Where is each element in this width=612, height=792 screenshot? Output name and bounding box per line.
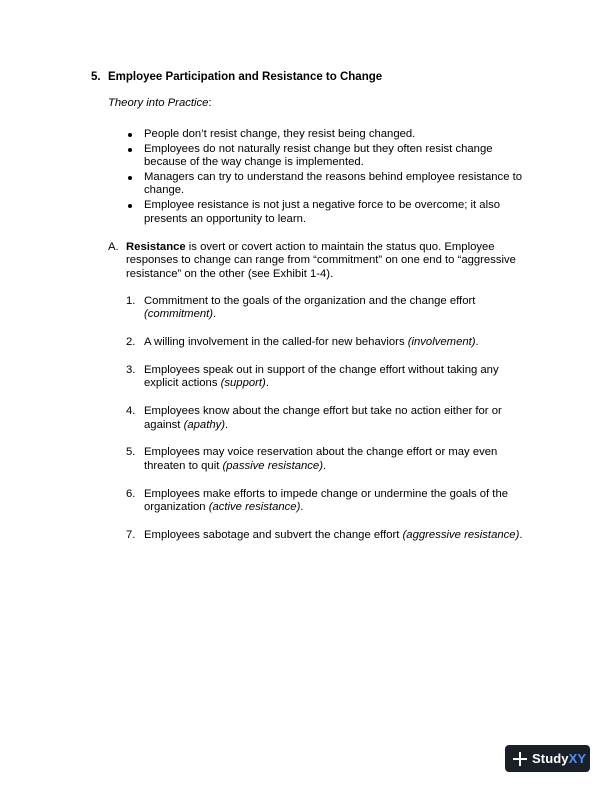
level-label: (commitment) — [144, 308, 214, 321]
level-item — [126, 446, 526, 473]
badge-brand-main: Study — [532, 750, 569, 766]
bullet-text: Employees do not naturally resist change but they often resist change because of the way change is implemented. — [144, 142, 493, 169]
section-a-body — [126, 241, 528, 281]
level-number: 2. — [126, 336, 136, 349]
studyxy-badge[interactable] — [505, 745, 590, 772]
level-number: 6. — [126, 487, 136, 500]
level-label: (apathy) — [183, 418, 226, 431]
level-label: (involvement) — [407, 336, 476, 349]
bullet-dot-icon — [128, 176, 132, 180]
bullet-dot-icon — [128, 204, 132, 208]
badge-brand — [532, 752, 586, 766]
level-number: 4. — [126, 405, 136, 418]
level-item — [126, 295, 526, 322]
level-text: Employees know about the change effort but take no action either for or against — [144, 405, 502, 431]
section-a — [108, 241, 528, 281]
bullet-text: People don’t resist change, they resist being changed. — [144, 128, 416, 140]
level-label: (aggressive resistance) — [402, 528, 520, 541]
plus-icon — [513, 752, 527, 766]
bullet-item — [125, 128, 525, 141]
level-text: Employees may voice reservation about the change effort or may even threaten to quit — [144, 446, 498, 472]
section-number: 5. — [91, 71, 101, 83]
theory-colon: : — [208, 97, 212, 109]
level-label: (passive resistance) — [222, 459, 323, 472]
badge-brand-accent: XY — [568, 750, 587, 766]
section-a-term: Resistance — [126, 241, 186, 253]
level-label: (active resistance) — [208, 500, 301, 513]
level-end: . — [213, 308, 217, 321]
level-text: Employees sabotage and subvert the change effort — [144, 528, 403, 541]
level-item — [126, 529, 526, 542]
level-item — [126, 364, 526, 391]
bullet-text: Employee resistance is not just a negative force to be overcome; it also presents an opportunity to learn. — [144, 199, 501, 225]
bullet-item — [125, 143, 525, 170]
level-text: A willing involvement in the called-for new behaviors — [144, 336, 408, 349]
level-end: . — [225, 418, 229, 431]
level-end: . — [300, 500, 304, 513]
section-a-letter: A. — [108, 241, 119, 253]
level-item — [126, 336, 526, 349]
level-number: 3. — [126, 364, 136, 377]
level-item — [126, 405, 526, 432]
level-number: 1. — [126, 295, 136, 307]
bullet-dot-icon — [128, 148, 132, 152]
level-number: 5. — [126, 446, 136, 459]
level-end: . — [475, 336, 479, 349]
section-title: Employee Participation and Resistance to Change — [108, 71, 383, 83]
level-label: (support) — [220, 377, 266, 390]
level-end: . — [265, 377, 269, 390]
section-heading — [91, 71, 382, 84]
theory-label-text: Theory into Practice — [108, 97, 209, 109]
bullet-text: Managers can try to understand the reasons behind employee resistance to change. — [144, 171, 523, 197]
level-end: . — [519, 528, 523, 541]
level-number: 7. — [126, 528, 136, 541]
section-a-definition: is overt or covert action to maintain the status quo. Employee responses to change can range from “commitment” on one end to “aggressive resistance” on the other (see Exhibit 1-4). — [126, 241, 516, 280]
theory-bullet-list — [125, 128, 525, 227]
level-text: Employees speak out in support of the change effort without taking any explicit actions — [144, 364, 499, 390]
level-text: Employees make efforts to impede change or undermine the goals of the organization — [144, 487, 509, 513]
bullet-item — [125, 171, 525, 198]
resistance-levels-list — [126, 295, 526, 557]
level-end: . — [322, 459, 327, 472]
level-text: Commitment to the goals of the organization and the change effort — [144, 295, 476, 307]
theory-label — [108, 97, 212, 110]
bullet-item — [125, 199, 525, 226]
level-item — [126, 488, 526, 515]
bullet-dot-icon — [128, 133, 132, 137]
